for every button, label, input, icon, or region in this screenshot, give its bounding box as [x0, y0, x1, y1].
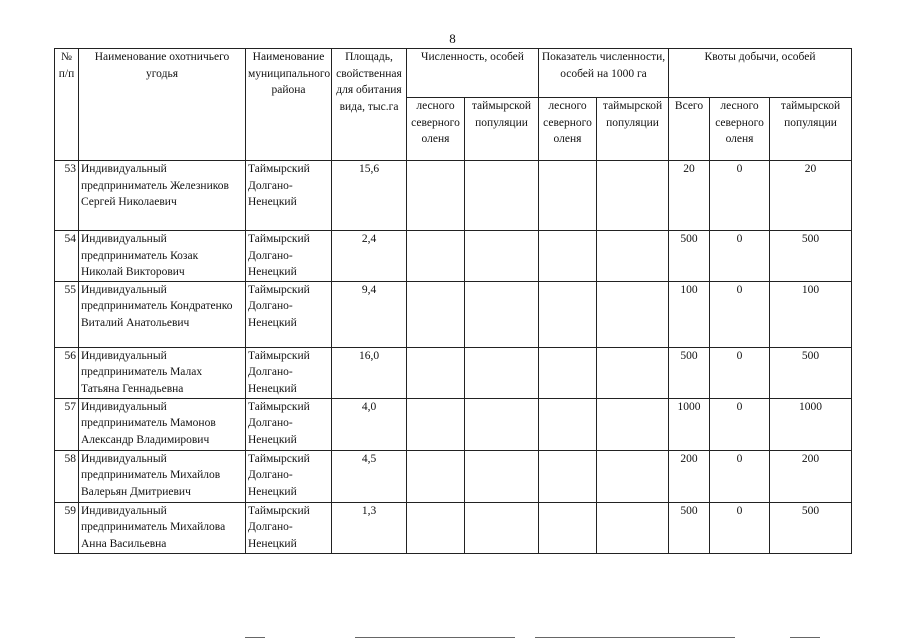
row-pop-forest: [407, 231, 465, 282]
row-quota-taimyr: 500: [770, 502, 852, 553]
row-pop-taimyr: [465, 398, 539, 450]
row-district: Таймырский Долгано-Ненецкий: [246, 347, 332, 398]
row-quota-taimyr: 1000: [770, 398, 852, 450]
row-quota-total: 200: [669, 450, 710, 502]
row-district: Таймырский Долгано-Ненецкий: [246, 281, 332, 347]
table-row: [55, 231, 852, 282]
row-ind-forest: [539, 161, 597, 231]
row-pop-forest: [407, 161, 465, 231]
row-name: Индивидуальный предприниматель Малах Татьяна Геннадьевна: [79, 347, 246, 398]
table-row: [55, 450, 852, 502]
row-quota-forest: 0: [710, 450, 770, 502]
header-quota-total: Всего: [669, 98, 710, 161]
table-row: [55, 281, 852, 347]
header-quota-forest: лесного северного оленя: [710, 98, 770, 161]
row-quota-total: 500: [669, 231, 710, 282]
row-name: Индивидуальный предприниматель Мамонов Александр Владимирович: [79, 398, 246, 450]
table-row: [55, 161, 852, 231]
row-quota-forest: 0: [710, 161, 770, 231]
row-ind-taimyr: [597, 347, 669, 398]
row-quota-forest: 0: [710, 398, 770, 450]
row-quota-total: 100: [669, 281, 710, 347]
row-name: Индивидуальный предприниматель Михайлова Анна Васильевна: [79, 502, 246, 553]
row-num: 57: [55, 398, 79, 450]
row-pop-taimyr: [465, 281, 539, 347]
hunting-quota-table: [54, 48, 852, 554]
row-area: 2,4: [332, 231, 407, 282]
row-quota-forest: 0: [710, 502, 770, 553]
row-pop-forest: [407, 398, 465, 450]
row-district: Таймырский Долгано-Ненецкий: [246, 398, 332, 450]
row-quota-taimyr: 500: [770, 347, 852, 398]
row-quota-forest: 0: [710, 347, 770, 398]
header-population-forest: лесного северного оленя: [407, 98, 465, 161]
row-area: 16,0: [332, 347, 407, 398]
row-area: 9,4: [332, 281, 407, 347]
row-pop-taimyr: [465, 161, 539, 231]
table-row: [55, 502, 852, 553]
row-num: 56: [55, 347, 79, 398]
row-name: Индивидуальный предприниматель Кондратенко Виталий Анатольевич: [79, 281, 246, 347]
row-ind-taimyr: [597, 450, 669, 502]
row-ind-forest: [539, 502, 597, 553]
header-indicator-taimyr: таймырской популяции: [597, 98, 669, 161]
row-ind-taimyr: [597, 281, 669, 347]
row-area: 1,3: [332, 502, 407, 553]
header-name: Наименование охотничьего угодья: [79, 49, 246, 161]
row-num: 59: [55, 502, 79, 553]
row-quota-forest: 0: [710, 281, 770, 347]
row-num: 58: [55, 450, 79, 502]
footer-rule: [355, 637, 515, 638]
row-pop-forest: [407, 502, 465, 553]
header-quota-taimyr: таймырской популяции: [770, 98, 852, 161]
row-pop-forest: [407, 450, 465, 502]
row-ind-forest: [539, 450, 597, 502]
row-district: Таймырский Долгано-Ненецкий: [246, 231, 332, 282]
footer-rule: [790, 637, 820, 638]
row-district: Таймырский Долгано-Ненецкий: [246, 450, 332, 502]
row-ind-forest: [539, 398, 597, 450]
row-pop-taimyr: [465, 502, 539, 553]
header-num: № п/п: [55, 49, 79, 161]
header-population-taimyr: таймырской популяции: [465, 98, 539, 161]
header-area: Площадь, свойственная для обитания вида, тыс.га: [332, 49, 407, 161]
row-pop-taimyr: [465, 450, 539, 502]
table-row: [55, 347, 852, 398]
row-ind-taimyr: [597, 161, 669, 231]
table-row: [55, 398, 852, 450]
row-pop-forest: [407, 281, 465, 347]
row-area: 4,5: [332, 450, 407, 502]
row-name: Индивидуальный предприниматель Железников Сергей Николаевич: [79, 161, 246, 231]
header-population: Численность, особей: [407, 49, 539, 98]
header-indicator-forest: лесного северного оленя: [539, 98, 597, 161]
row-area: 4,0: [332, 398, 407, 450]
row-ind-forest: [539, 281, 597, 347]
page-number: 8: [449, 31, 456, 46]
row-num: 54: [55, 231, 79, 282]
row-ind-taimyr: [597, 231, 669, 282]
row-quota-total: 500: [669, 347, 710, 398]
row-num: 53: [55, 161, 79, 231]
row-ind-taimyr: [597, 398, 669, 450]
row-quota-forest: 0: [710, 231, 770, 282]
row-quota-taimyr: 200: [770, 450, 852, 502]
row-quota-total: 20: [669, 161, 710, 231]
row-num: 55: [55, 281, 79, 347]
row-quota-taimyr: 100: [770, 281, 852, 347]
row-ind-forest: [539, 231, 597, 282]
header-quotas: Квоты добычи, особей: [669, 49, 852, 98]
row-district: Таймырский Долгано-Ненецкий: [246, 502, 332, 553]
row-quota-total: 500: [669, 502, 710, 553]
row-ind-forest: [539, 347, 597, 398]
row-ind-taimyr: [597, 502, 669, 553]
row-quota-total: 1000: [669, 398, 710, 450]
header-district: Наименование муниципального района: [246, 49, 332, 161]
footer-rule: [535, 637, 735, 638]
row-name: Индивидуальный предприниматель Михайлов Валерьян Дмитриевич: [79, 450, 246, 502]
row-pop-forest: [407, 347, 465, 398]
row-district: Таймырский Долгано-Ненецкий: [246, 161, 332, 231]
row-area: 15,6: [332, 161, 407, 231]
row-name: Индивидуальный предприниматель Козак Николай Викторович: [79, 231, 246, 282]
row-quota-taimyr: 500: [770, 231, 852, 282]
row-pop-taimyr: [465, 347, 539, 398]
row-pop-taimyr: [465, 231, 539, 282]
header-indicator: Показатель численности, особей на 1000 га: [539, 49, 669, 98]
footer-rule: [245, 637, 265, 638]
row-quota-taimyr: 20: [770, 161, 852, 231]
